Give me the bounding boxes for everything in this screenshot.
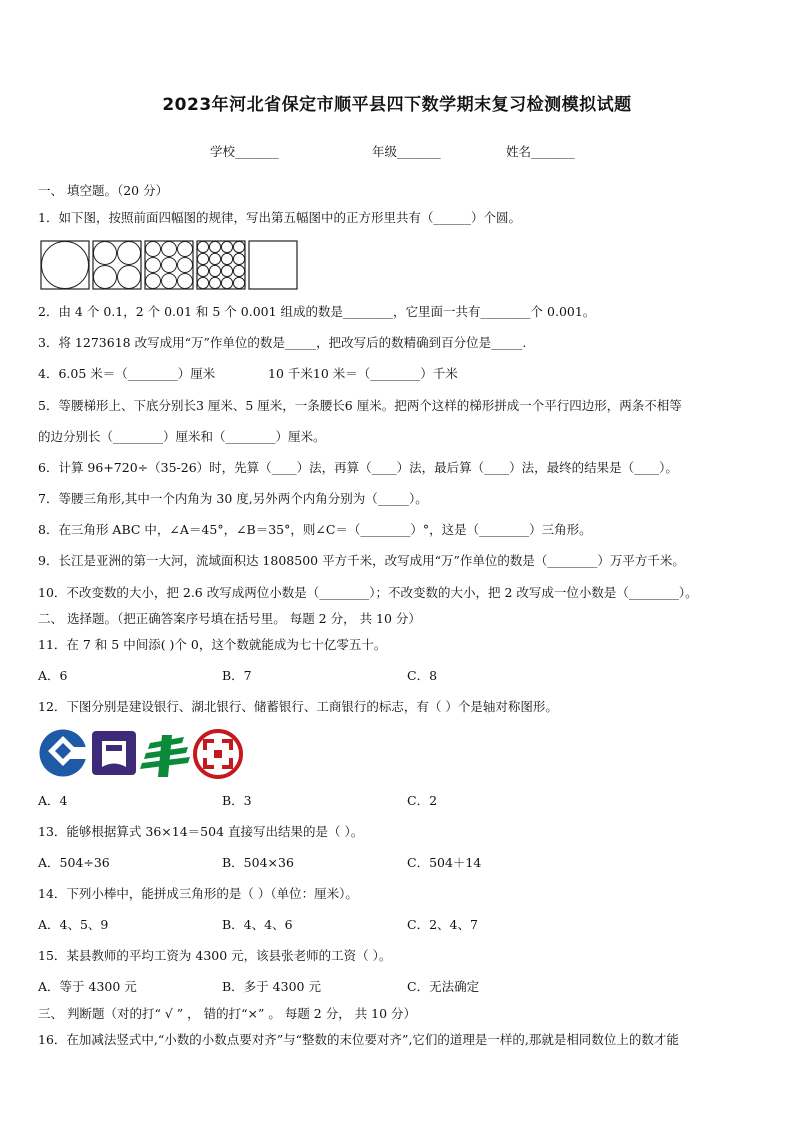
q14-option-c: C．2、4、7 xyxy=(407,917,478,932)
question-14: 14．下列小棒中，能拼成三角形的是（ ）（单位：厘米）。 xyxy=(38,886,358,901)
question-1: 1．如下图，按照前面四幅图的规律，写出第五幅图中的正方形里共有（______）个圆。 xyxy=(38,210,521,225)
q13-option-c: C．504＋14 xyxy=(407,855,482,870)
q12-option-b: B．3 xyxy=(222,793,252,808)
question-4a: 4．6.05 米＝（________）厘米 xyxy=(38,366,216,381)
q15-option-a: A．等于 4300 元 xyxy=(38,979,137,994)
q15-option-c: C．无法确定 xyxy=(407,979,480,994)
question-2: 2．由 4 个 0.1，2 个 0.01 和 5 个 0.001 组成的数是________，它里面一共有________个 0.001。 xyxy=(38,304,596,319)
question-7: 7．等腰三角形,其中一个内角为 30 度,另外两个内角分别为（_____）。 xyxy=(38,491,428,506)
section-1-heading: 一、 填空题。（20 分） xyxy=(38,183,169,198)
ccb-logo-icon xyxy=(40,730,90,777)
q15-option-b: B．多于 4300 元 xyxy=(222,979,321,994)
question-5-line-2: 的边分别长（________）厘米和（________）厘米。 xyxy=(38,429,326,444)
pattern-square-3 xyxy=(145,241,193,289)
q12-option-c: C．2 xyxy=(407,793,438,808)
pattern-square-1 xyxy=(41,241,89,289)
q14-option-a: A．4、5、9 xyxy=(38,917,109,932)
q12-option-a: A．4 xyxy=(38,793,68,808)
question-15: 15．某县教师的平均工资为 4300 元，该县张老师的工资（ ）。 xyxy=(38,948,392,963)
bank-logos-figure xyxy=(38,727,248,781)
pattern-square-4 xyxy=(197,241,245,289)
q13-option-b: B．504×36 xyxy=(222,855,294,870)
pattern-square-2 xyxy=(93,241,141,289)
question-12: 12．下图分别是建设银行、湖北银行、储蓄银行、工商银行的标志，有（ ）个是轴对称图形。 xyxy=(38,699,558,714)
page-title: 2023年河北省保定市顺平县四下数学期末复习检测模拟试题 xyxy=(162,95,632,115)
question-16: 16．在加减法竖式中,“小数的小数点要对齐”与“整数的末位要对齐”,它们的道理是一样的,那就是相同数位上的数才能 xyxy=(38,1032,679,1047)
question-3: 3．将 1273618 改写成用“万”作单位的数是_____，把改写后的数精确到百分位是_____. xyxy=(38,335,527,350)
section-3-heading: 三、 判断题（对的打“ √ ” ， 错的打“×” 。 每题 2 分， 共 10 分） xyxy=(38,1006,417,1021)
pattern-square-5-empty xyxy=(249,241,297,289)
question-9: 9．长江是亚洲的第一大河，流域面积达 1808500 平方千米，改写成用“万”作单位的数是（________）万平方千米。 xyxy=(38,553,685,568)
q14-option-b: B．4、4、6 xyxy=(222,917,293,932)
q11-option-c: C．8 xyxy=(407,668,438,683)
q11-option-a: A．6 xyxy=(38,668,68,683)
name-field: 姓名_______ xyxy=(506,144,575,159)
question-11: 11．在 7 和 5 中间添( )个 0，这个数就能成为七十亿零五十。 xyxy=(38,637,387,652)
school-field: 学校_______ xyxy=(210,144,279,159)
q13-option-a: A．504÷36 xyxy=(38,855,110,870)
section-2-heading: 二、 选择题。（把正确答案序号填在括号里。 每题 2 分， 共 10 分） xyxy=(38,611,421,626)
question-13: 13．能够根据算式 36×14＝504 直接写出结果的是（ ）。 xyxy=(38,824,364,839)
hubei-bank-logo-icon xyxy=(92,731,136,775)
question-8: 8．在三角形 ABC 中，∠A＝45°，∠B＝35°，则∠C＝（________）°，这是（________）三角形。 xyxy=(38,522,592,537)
circle-pattern-figure xyxy=(40,240,300,290)
question-6: 6．计算 96+720÷（35-26）时，先算（____）法，再算（____）法，最后算（____）法，最终的结果是（____）。 xyxy=(38,460,678,475)
icbc-logo-icon xyxy=(195,731,241,777)
grade-field: 年级_______ xyxy=(372,144,441,159)
q11-option-b: B．7 xyxy=(222,668,252,683)
postal-savings-logo-icon xyxy=(140,735,190,777)
question-10: 10．不改变数的大小，把 2.6 改写成两位小数是（________）；不改变数的大小，把 2 改写成一位小数是（________）。 xyxy=(38,585,698,600)
question-4b: 10 千米10 米＝（________）千米 xyxy=(268,366,458,381)
question-5-line-1: 5．等腰梯形上、下底分别长3 厘米、5 厘米，一条腰长6 厘米。把两个这样的梯形拼成一个平行四边形，两条不相等 xyxy=(38,398,682,413)
